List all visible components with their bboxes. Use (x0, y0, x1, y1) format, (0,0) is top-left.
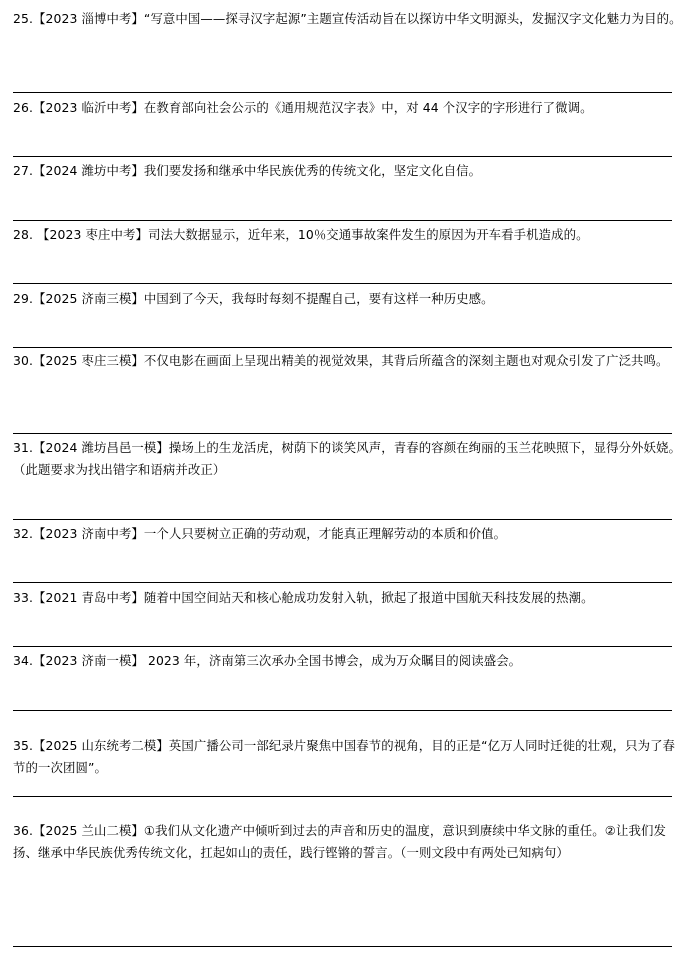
question-26: 26.【2023 临沂中考】在教育部向社会公示的《通用规范汉字表》中，对 44 个汉字的字形进行了微调。 (13, 100, 593, 115)
question-34: 34.【2023 济南一模】 2023 年，济南第三次承办全国书博会，成为万众瞩目的阅读盛会。 (13, 653, 522, 668)
answer-line-35 (13, 796, 672, 797)
question-35: 35.【2025 山东统考二模】英国广播公司一部纪录片聚焦中国春节的视角，目的正是“亿万人同时迁徙的壮观，只为了春节的一次团圆”。 (13, 738, 676, 775)
question-25: 25.【2023 淄博中考】“写意中国——探寻汉字起源”主题宣传活动旨在以探访中华文明源头，发掘汉字文化魅力为目的。 (13, 11, 682, 26)
answer-line-27 (13, 220, 672, 221)
question-33: 33.【2021 青岛中考】随着中国空间站天和核心舱成功发射入轨，掀起了报道中国航天科技发展的热潮。 (13, 590, 594, 605)
question-30: 30.【2025 枣庄三模】不仅电影在画面上呈现出精美的视觉效果，其背后所蕴含的深刻主题也对观众引发了广泛共鸣。 (13, 353, 669, 368)
question-29: 29.【2025 济南三模】中国到了今天，我每时每刻不提醒自己，要有这样一种历史感。 (13, 291, 494, 306)
question-27: 27.【2024 潍坊中考】我们要发扬和继承中华民族优秀的传统文化，坚定文化自信。 (13, 163, 482, 178)
answer-line-28 (13, 283, 672, 284)
answer-line-32 (13, 582, 672, 583)
question-31: 31.【2024 潍坊昌邑一模】操场上的生龙活虎，树荫下的谈笑风声，青春的容颜在绚丽的玉兰花映照下，显得分外妖娆。（此题要求为找出错字和语病并改正） (13, 440, 682, 477)
question-36: 36.【2025 兰山二模】①我们从文化遗产中倾听到过去的声音和历史的温度，意识到赓续中华文脉的重任。②让我们发扬、继承中华民族优秀传统文化，扛起如山的责任，践行铿锵的誓言。（一则文段中有两处已知病句） (13, 823, 666, 860)
question-28: 28. 【2023 枣庄中考】司法大数据显示，近年来，10％交通事故案件发生的原因为开车看手机造成的。 (13, 227, 589, 242)
answer-line-26 (13, 156, 672, 157)
answer-line-34 (13, 710, 672, 711)
answer-line-31 (13, 519, 672, 520)
answer-line-33 (13, 646, 672, 647)
answer-line-36 (13, 946, 672, 947)
answer-line-29 (13, 347, 672, 348)
answer-line-30 (13, 433, 672, 434)
question-32: 32.【2023 济南中考】一个人只要树立正确的劳动观，才能真正理解劳动的本质和价值。 (13, 526, 507, 541)
answer-line-25 (13, 92, 672, 93)
